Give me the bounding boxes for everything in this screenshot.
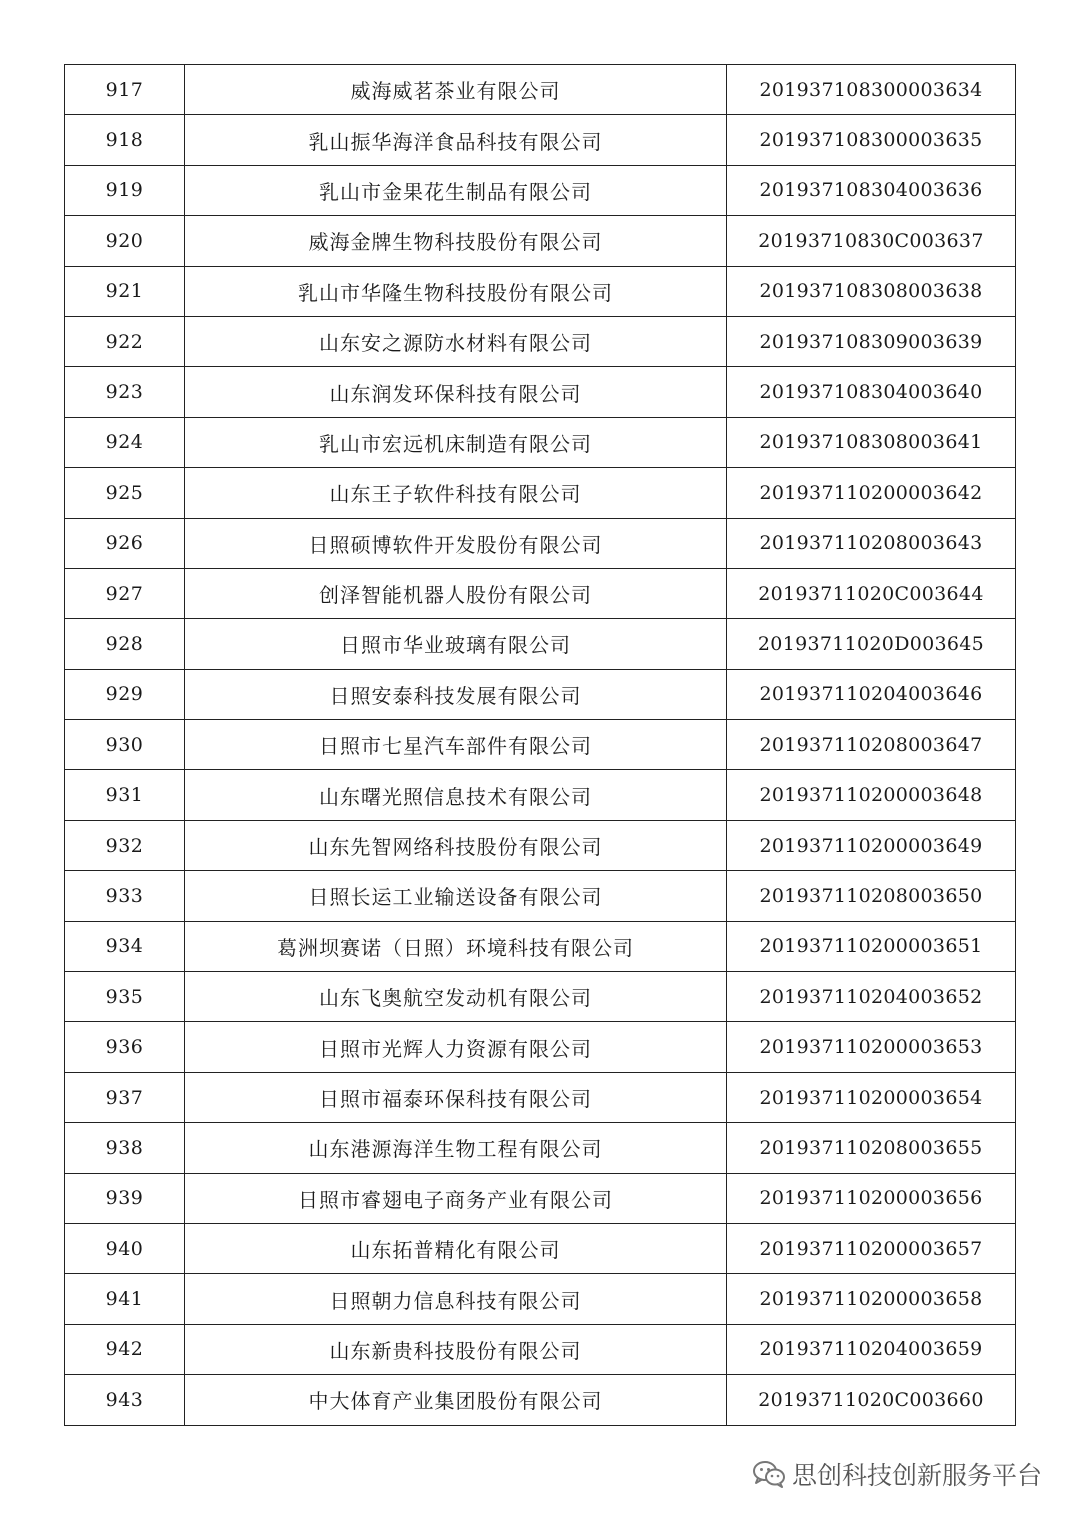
row-number: 943	[65, 1375, 185, 1425]
table-row	[65, 367, 1016, 417]
company-name: 山东曙光照信息技术有限公司	[185, 770, 727, 820]
row-number: 932	[65, 820, 185, 870]
registration-code: 201937110200003648	[727, 770, 1016, 820]
company-name: 乳山振华海洋食品科技有限公司	[185, 115, 727, 165]
row-number: 923	[65, 367, 185, 417]
row-number: 927	[65, 568, 185, 618]
registration-code: 201937110208003647	[727, 720, 1016, 770]
row-number: 920	[65, 216, 185, 266]
company-name: 中大体育产业集团股份有限公司	[185, 1375, 727, 1425]
company-name: 日照安泰科技发展有限公司	[185, 669, 727, 719]
company-name: 山东新贵科技股份有限公司	[185, 1324, 727, 1374]
row-number: 940	[65, 1223, 185, 1273]
company-name: 威海威茗茶业有限公司	[185, 65, 727, 115]
registration-code: 201937110200003654	[727, 1072, 1016, 1122]
company-name: 日照市华业玻璃有限公司	[185, 619, 727, 669]
row-number: 924	[65, 417, 185, 467]
company-name: 日照长运工业输送设备有限公司	[185, 871, 727, 921]
registration-code: 201937110200003657	[727, 1223, 1016, 1273]
company-name: 乳山市华隆生物科技股份有限公司	[185, 266, 727, 316]
table-row	[65, 972, 1016, 1022]
watermark-text: 思创科技创新服务平台	[791, 1461, 1042, 1490]
row-number: 929	[65, 669, 185, 719]
company-name: 日照朝力信息科技有限公司	[185, 1274, 727, 1324]
table-row	[65, 65, 1016, 115]
registration-code: 201937110200003658	[727, 1274, 1016, 1324]
table-row	[65, 1223, 1016, 1273]
row-number: 934	[65, 921, 185, 971]
table-row	[65, 417, 1016, 467]
registration-code: 201937110204003652	[727, 972, 1016, 1022]
wechat-icon	[752, 1460, 786, 1488]
registration-code: 201937110200003656	[727, 1173, 1016, 1223]
table-row	[65, 820, 1016, 870]
row-number: 919	[65, 165, 185, 215]
table-row	[65, 669, 1016, 719]
table-row	[65, 316, 1016, 366]
table-row	[65, 216, 1016, 266]
table-row	[65, 1022, 1016, 1072]
table-row	[65, 568, 1016, 618]
company-name: 山东王子软件科技有限公司	[185, 468, 727, 518]
registration-code: 20193711020C003660	[727, 1375, 1016, 1425]
registration-code: 201937108300003635	[727, 115, 1016, 165]
table-row	[65, 1324, 1016, 1374]
company-name: 山东港源海洋生物工程有限公司	[185, 1123, 727, 1173]
registration-code: 201937110208003650	[727, 871, 1016, 921]
company-list-body	[65, 65, 1016, 1426]
registration-code: 201937110200003651	[727, 921, 1016, 971]
company-name: 乳山市宏远机床制造有限公司	[185, 417, 727, 467]
registration-code: 201937108308003641	[727, 417, 1016, 467]
registration-code: 20193711020D003645	[727, 619, 1016, 669]
company-name: 山东安之源防水材料有限公司	[185, 316, 727, 366]
registration-code: 201937108308003638	[727, 266, 1016, 316]
registration-code: 201937108304003640	[727, 367, 1016, 417]
table-row	[65, 115, 1016, 165]
registration-code: 201937110200003642	[727, 468, 1016, 518]
row-number: 926	[65, 518, 185, 568]
row-number: 939	[65, 1173, 185, 1223]
row-number: 942	[65, 1324, 185, 1374]
row-number: 936	[65, 1022, 185, 1072]
registration-code: 201937108309003639	[727, 316, 1016, 366]
table-row	[65, 720, 1016, 770]
row-number: 917	[65, 65, 185, 115]
row-number: 925	[65, 468, 185, 518]
company-name: 日照市睿翅电子商务产业有限公司	[185, 1173, 727, 1223]
row-number: 922	[65, 316, 185, 366]
company-name: 日照市光辉人力资源有限公司	[185, 1022, 727, 1072]
table-row	[65, 165, 1016, 215]
row-number: 928	[65, 619, 185, 669]
table-row	[65, 1375, 1016, 1425]
registration-code: 201937110208003643	[727, 518, 1016, 568]
company-name: 葛洲坝赛诺（日照）环境科技有限公司	[185, 921, 727, 971]
table-row	[65, 871, 1016, 921]
row-number: 931	[65, 770, 185, 820]
company-list-table	[64, 64, 1016, 1426]
registration-code: 201937108300003634	[727, 65, 1016, 115]
table-row	[65, 770, 1016, 820]
company-name: 创泽智能机器人股份有限公司	[185, 568, 727, 618]
company-name: 山东润发环保科技有限公司	[185, 367, 727, 417]
row-number: 930	[65, 720, 185, 770]
company-list-table-container	[64, 64, 1015, 1426]
company-name: 山东飞奥航空发动机有限公司	[185, 972, 727, 1022]
registration-code: 201937110208003655	[727, 1123, 1016, 1173]
company-name: 山东先智网络科技股份有限公司	[185, 820, 727, 870]
registration-code: 201937110204003659	[727, 1324, 1016, 1374]
table-row	[65, 1173, 1016, 1223]
table-row	[65, 266, 1016, 316]
registration-code: 201937110204003646	[727, 669, 1016, 719]
company-name: 日照市福泰环保科技有限公司	[185, 1072, 727, 1122]
registration-code: 201937110200003649	[727, 820, 1016, 870]
registration-code: 201937110200003653	[727, 1022, 1016, 1072]
row-number: 941	[65, 1274, 185, 1324]
company-name: 日照市七星汽车部件有限公司	[185, 720, 727, 770]
row-number: 921	[65, 266, 185, 316]
row-number: 938	[65, 1123, 185, 1173]
watermark	[752, 1456, 1042, 1492]
table-row	[65, 518, 1016, 568]
company-name: 威海金牌生物科技股份有限公司	[185, 216, 727, 266]
row-number: 933	[65, 871, 185, 921]
registration-code: 201937108304003636	[727, 165, 1016, 215]
registration-code: 20193711020C003644	[727, 568, 1016, 618]
table-row	[65, 1123, 1016, 1173]
row-number: 937	[65, 1072, 185, 1122]
company-name: 乳山市金果花生制品有限公司	[185, 165, 727, 215]
table-row	[65, 619, 1016, 669]
table-row	[65, 1072, 1016, 1122]
registration-code: 20193710830C003637	[727, 216, 1016, 266]
company-name: 日照硕博软件开发股份有限公司	[185, 518, 727, 568]
table-row	[65, 468, 1016, 518]
row-number: 935	[65, 972, 185, 1022]
table-row	[65, 921, 1016, 971]
company-name: 山东拓普精化有限公司	[185, 1223, 727, 1273]
row-number: 918	[65, 115, 185, 165]
table-row	[65, 1274, 1016, 1324]
